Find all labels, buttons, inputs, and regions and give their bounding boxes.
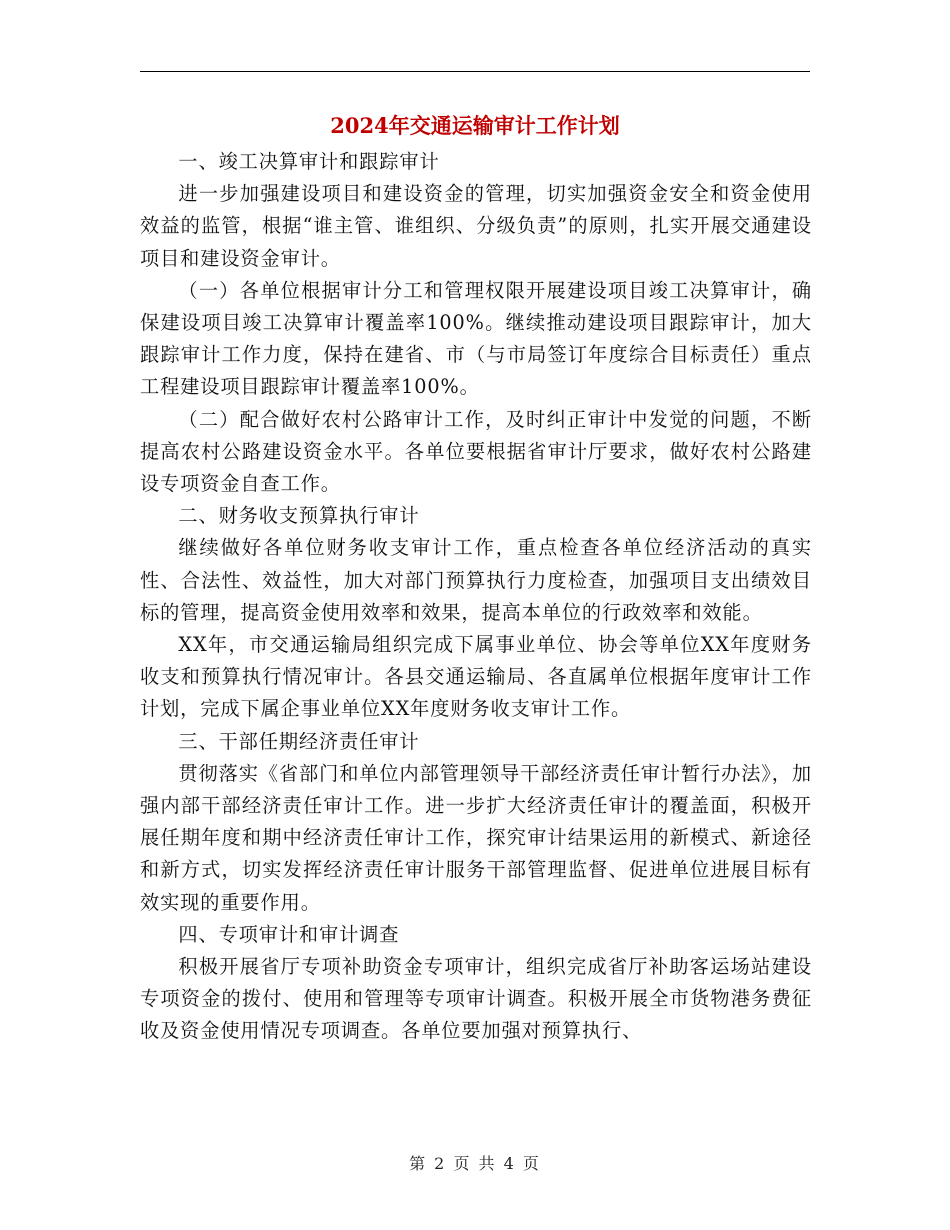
body-paragraph: 积极开展省厅专项补助资金专项审计，组织完成省厅补助客运场站建设专项资金的拨付、使用和管理等专项审计调查。积极开展全市货物港务费征收及资金使用情况专项调查。各单位要加强对预算执行、 [140, 955, 812, 1043]
body-paragraph: （二）配合做好农村公路审计工作，及时纠正审计中发觉的问题，不断提高农村公路建设资金水平。各单位要根据省审计厅要求，做好农村公路建设专项资金自查工作。 [140, 407, 812, 496]
section-heading: 三、干部任期经济责任审计 [178, 729, 420, 753]
section-heading: 二、财务收支预算执行审计 [178, 504, 420, 528]
body-paragraph: XX年，市交通运输局组织完成下属事业单位、协会等单位XX年度财务收支和预算执行情况审计。各县交通运输局、各直属单位根据年度审计工作计划，完成下属企事业单位XX年度财务收支审计工作。 [140, 633, 812, 721]
section-heading: 一、竣工决算审计和跟踪审计 [178, 150, 440, 173]
header-rule [140, 71, 810, 72]
body-paragraph: （一）各单位根据审计分工和管理权限开展建设项目竣工决算审计，确保建设项目竣工决算审计覆盖率100%。继续推动建设项目跟踪审计，加大跟踪审计工作力度，保持在建省、市（与市局签订年度综合目标责任）重点工程建设项目跟踪审计覆盖率100%。 [140, 278, 812, 399]
body-paragraph: 进一步加强建设项目和建设资金的管理，切实加强资金安全和资金使用效益的监管，根据“谁主管、谁组织、分级负责”的原则，扎实开展交通建设项目和建设资金审计。 [140, 182, 812, 270]
body-paragraph: 继续做好各单位财务收支审计工作，重点检查各单位经济活动的真实性、合法性、效益性，加大对部门预算执行力度检查，加强项目支出绩效目标的管理，提高资金使用效率和效果，提高本单位的行政效率和效能。 [140, 536, 812, 624]
section-heading: 四、专项审计和审计调查 [178, 922, 400, 946]
document-body [140, 146, 812, 1048]
document-title: 2024年交通运输审计工作计划 [330, 113, 620, 138]
page-number-label: 第 2 页 共 4 页 [409, 1154, 541, 1173]
body-paragraph: 贯彻落实《省部门和单位内部管理领导干部经济责任审计暂行办法》，加强内部干部经济责任审计工作。进一步扩大经济责任审计的覆盖面，积极开展任期年度和期中经济责任审计工作，探究审计结果运用的新模式、新途径和新方式，切实发挥经济责任审计服务干部管理监督、促进单位进展目标有效实现的重要作用。 [140, 761, 812, 914]
page-footer [0, 1152, 950, 1176]
